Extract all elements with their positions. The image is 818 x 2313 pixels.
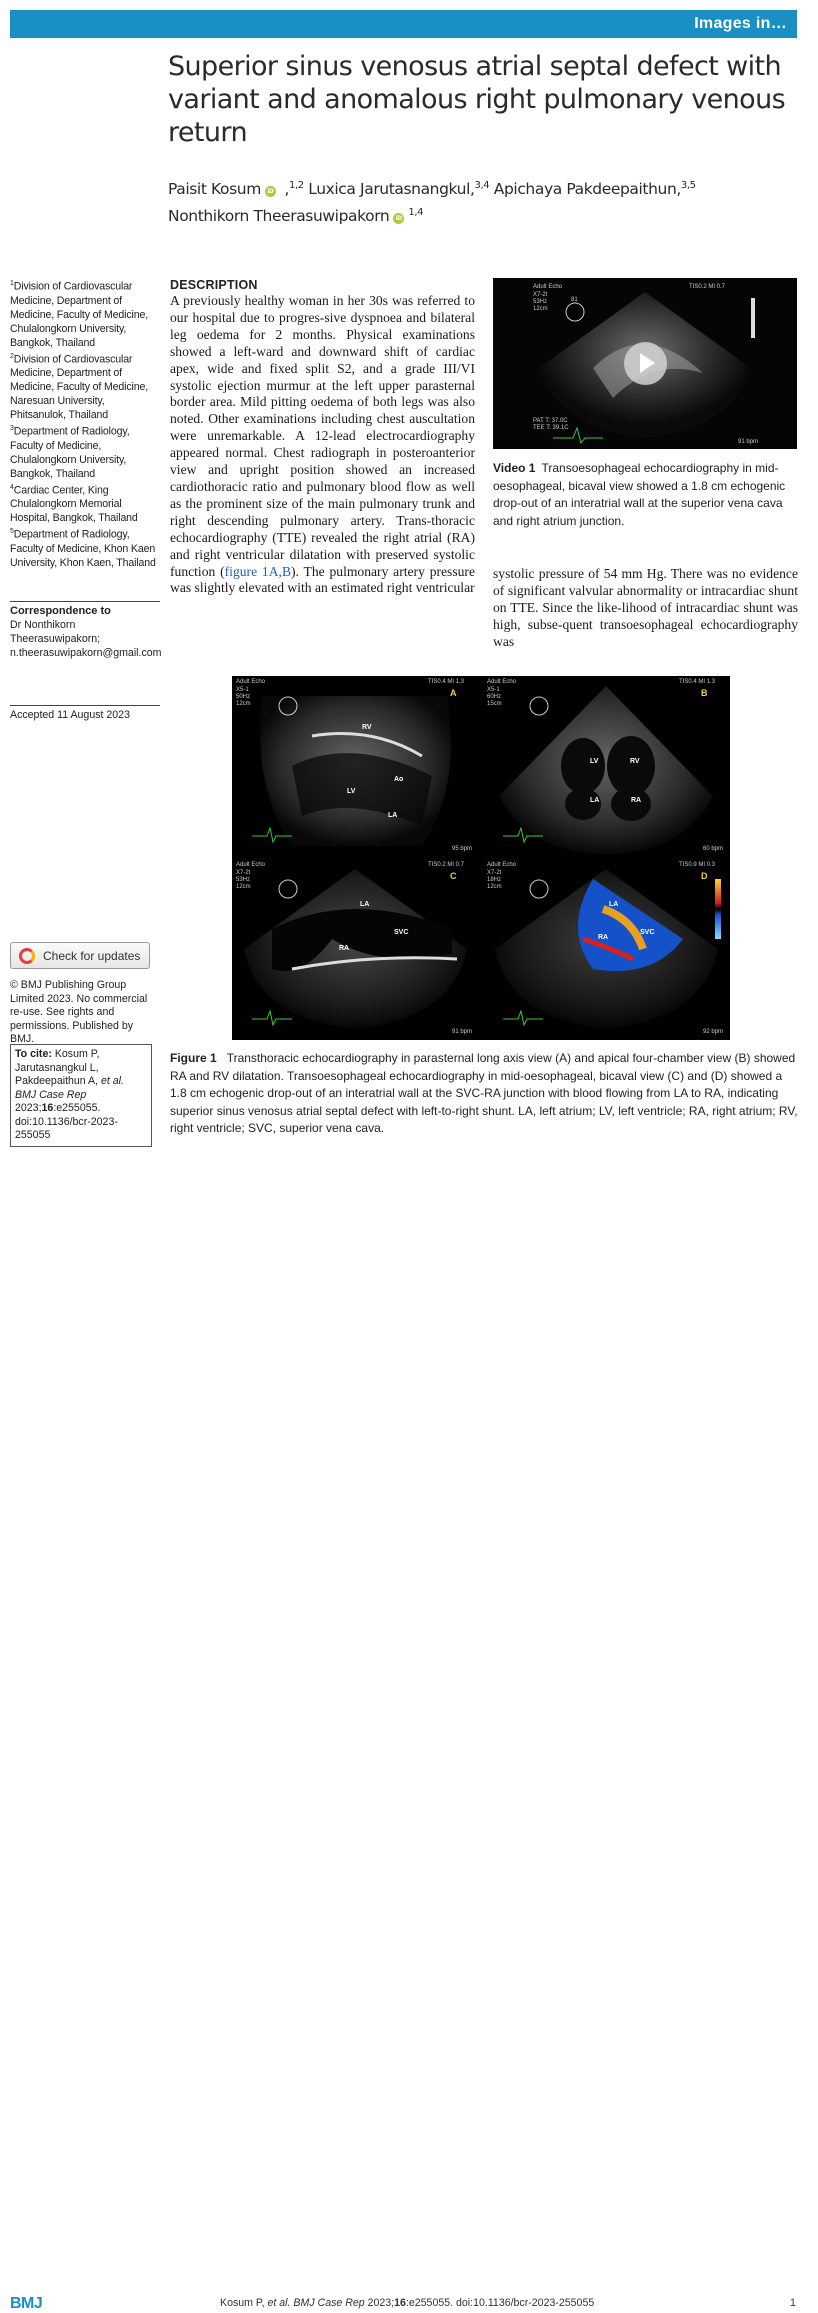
panel-header: Adult Echo: [236, 679, 266, 685]
panel-param: 12cm: [236, 884, 251, 890]
orcid-icon[interactable]: iD: [393, 213, 404, 224]
affiliation-number: 5: [10, 528, 14, 536]
correspondence: [10, 601, 160, 660]
page-footer: [0, 1147, 818, 2312]
figure-caption: [170, 1050, 800, 1138]
video-bpm: 91 bpm: [738, 439, 759, 445]
panel-param: X5-1: [236, 687, 249, 693]
affiliation-text: Division of Cardiovascular Medicine, Department of Medicine, Faculty of Medicine, Chulalongkorn University, Bangkok, Thailand: [10, 280, 148, 349]
panel-param: 12cm: [236, 701, 251, 707]
figure-panel-b: [483, 676, 730, 857]
footer-doi: :e255055. doi:10.1136/bcr-2023-255055: [405, 2297, 595, 2309]
panel-letter: D: [701, 871, 708, 881]
affiliation-text: Department of Radiology, Faculty of Medicine, Khon Kaen University, Khon Kaen, Thailand: [10, 528, 156, 569]
author: Paisit Kosum iD ,$^{1,2}$: [168, 180, 304, 199]
panel-bpm: 60 bpm: [703, 846, 724, 852]
anatomy-label: LA: [388, 812, 398, 819]
anatomy-label: LA: [590, 797, 600, 804]
check-updates-button[interactable]: [10, 942, 150, 969]
panel-param: 60Hz: [487, 694, 502, 700]
video-caption: [493, 460, 797, 530]
footer-journal: et al. BMJ Case Rep: [267, 2297, 365, 2309]
affiliation-number: 3: [10, 425, 14, 433]
orcid-icon[interactable]: iD: [265, 186, 276, 197]
affiliation: [10, 350, 160, 423]
echo-image: [232, 676, 479, 857]
video-tis: TIS0.2 MI 0.7: [689, 284, 726, 290]
anatomy-label: LV: [347, 788, 356, 795]
echo-image: [483, 859, 730, 1040]
cite-text: Kosum P, Jarutasnangkul L, Pakdeepaithun A,: [15, 1048, 101, 1087]
panel-header: Adult Echo: [236, 862, 266, 868]
footer-year: 2023;: [364, 2297, 395, 2309]
crossmark-icon: [19, 948, 35, 964]
play-button[interactable]: [624, 342, 667, 385]
author: [308, 180, 494, 198]
correspondence-email[interactable]: n.theerasuwipakorn@gmail.com: [10, 647, 162, 659]
panel-tis: TIS0.9 MI 0.3: [679, 862, 716, 868]
panel-tis: TIS0.4 MI 1.3: [428, 679, 465, 685]
anatomy-label: SVC: [640, 929, 655, 936]
affiliation-number: 4: [10, 483, 14, 491]
author-name: Paisit Kosum: [168, 180, 261, 199]
affiliation-number: 1: [10, 280, 14, 287]
panel-param: X7-2t: [487, 870, 502, 876]
affiliation: [10, 277, 160, 350]
affiliation-text: Department of Radiology, Faculty of Medicine, Chulalongkorn University, Bangkok, Thailand: [10, 425, 130, 480]
check-updates-label: Check for updates: [43, 949, 141, 963]
author-affiliation-sup: 1,4: [408, 207, 424, 219]
affiliation-text: Division of Cardiovascular Medicine, Department of Medicine, Faculty of Medicine, Naresuan University, Phitsanulok, Thailand: [10, 353, 148, 422]
correspondence-heading: Correspondence to: [10, 601, 160, 618]
video-temp: PAT T: 37.0C: [533, 418, 568, 424]
anatomy-label: RA: [598, 934, 609, 941]
body-paragraph: A previously healthy woman in her 30s was referred to our hospital due to progres-sive dyspnoea and bilateral leg oedema for 2 months. Physical examinations showed a left-ward and downward shift of cardiac apex, wide and fixed split S2, and a grade III/VI systolic ejection murmur at the left upper parasternal border area. Mild pitting oedema of both legs was also noted. Other examinations including chest auscultation were unremarkable. A 12-lead electrocardiography appeared normal. Chest radiograph in posteroanterior view and upright position showed an increased cardiothoracic ratio and pulmonary blood flow as well as the prominent size of the main pulmonary trunk and right descending pulmonary artery. Trans-thoracic echocardiography (TTE) revealed the right atrial (RA) and right ventricular dilatation with preserved systolic function (: [170, 293, 475, 579]
author-affiliation-sup: 3,5: [680, 180, 696, 191]
anatomy-label: LA: [360, 901, 370, 908]
anatomy-label: SVC: [394, 929, 409, 936]
cite-volume: 16: [41, 1102, 54, 1114]
accepted-date: Accepted 11 August 2023: [10, 705, 160, 721]
video-label: Video 1: [493, 461, 536, 475]
page-number: 1: [790, 2297, 796, 2309]
panel-param: 12cm: [487, 884, 502, 890]
footer-reference: [220, 2297, 594, 2309]
citation-box: [10, 1044, 152, 1147]
anatomy-label: LA: [609, 901, 619, 908]
video-angle: 81: [571, 297, 578, 303]
author-name: Apichaya Pakdeepaithun,: [493, 180, 681, 199]
figure-label: Figure 1: [170, 1051, 217, 1065]
anatomy-label: RV: [630, 758, 640, 765]
body-text-col2: systolic pressure of 54 mm Hg. There was no evidence of significant valvular abnormality or intracardiac shunt on TTE. Since the like-lihood of intracardiac shunt was high, subse-quent transoesophageal echocardiography was: [493, 566, 798, 649]
affiliation-number: 2: [10, 352, 14, 360]
affiliation: [10, 481, 160, 526]
author-affiliation-sup: 1,2: [288, 180, 304, 191]
panel-letter: B: [701, 688, 708, 698]
video-caption-text: Transoesophageal echocardiography in mid-oesophageal, bicaval view showed a 1.8 cm echogenic drop-out of an interatrial wall at the superior vena cava and right atrium junction.: [493, 461, 786, 528]
panel-tis: TIS0.4 MI 1.3: [679, 679, 716, 685]
panel-bpm: 95 bpm: [452, 846, 473, 852]
panel-param: 53Hz: [236, 877, 251, 883]
author: [168, 207, 423, 225]
affiliations: [10, 277, 160, 570]
panel-bpm: 91 bpm: [452, 1029, 473, 1035]
panel-param: X7-2t: [236, 870, 251, 876]
panel-letter: A: [450, 688, 457, 698]
anatomy-label: RV: [362, 724, 372, 731]
section-heading: DESCRIPTION: [170, 278, 258, 292]
anatomy-label: Ao: [394, 776, 404, 783]
footer-authors: Kosum P,: [220, 2297, 268, 2309]
correspondence-line: Dr Nonthikorn: [10, 619, 76, 631]
video-param: X7-2t: [533, 292, 548, 298]
author-list: [168, 174, 808, 228]
affiliation: [10, 525, 160, 570]
figure-panel-a: [232, 676, 479, 857]
author-name: Luxica Jarutasnangkul,: [308, 180, 475, 199]
figure-1: [232, 676, 730, 1040]
echo-image: [483, 676, 730, 857]
panel-bpm: 92 bpm: [703, 1029, 724, 1035]
figure-panel-c: [232, 859, 479, 1040]
panel-tis: TIS0.2 MI 0.7: [428, 862, 465, 868]
cite-doi: :e255055. doi:10.1136/bcr-2023-255055: [15, 1102, 118, 1141]
video-temp: TEE T: 39.1C: [533, 425, 569, 431]
body-paragraph-tail: ). The pulmonary artery pressure was slightly elevated with an estimated right ventricular: [170, 563, 475, 596]
panel-header: Adult Echo: [487, 862, 517, 868]
anatomy-label: RA: [631, 797, 642, 804]
section-banner: Images in…: [10, 10, 797, 38]
anatomy-label: RA: [339, 945, 350, 952]
panel-header: Adult Echo: [487, 679, 517, 685]
video-param: 12cm: [533, 306, 548, 312]
echo-image: [232, 859, 479, 1040]
panel-param: X5-1: [487, 687, 500, 693]
author-affiliation-sup: 3,4: [474, 180, 490, 191]
figure-link[interactable]: figure 1A,B: [224, 563, 292, 579]
figure-panel-d: [483, 859, 730, 1040]
video-param: 53Hz: [533, 299, 548, 305]
figure-caption-text: Transthoracic echocardiography in parasternal long axis view (A) and apical four-chamber view (B) showed RA and RV dilatation. Transoesophageal echocardiography in mid-oesophageal, bicaval view (C) and (D) showed a 1.8 cm echogenic drop-out of an interatrial wall at the SVC-RA junction with blood flowing from LA to RA, indicating superior sinus venosus atrial septal defect with left-to-right shunt. LA, left atrium; LV, left ventricle; RA, right atrium; RV, right ventricle; SVC, superior vena cava.: [170, 1051, 798, 1135]
body-text-col1: [170, 293, 475, 597]
correspondence-line: Theerasuwipakorn;: [10, 633, 101, 645]
affiliation-text: Cardiac Center, King Chulalongkorn Memorial Hospital, Bangkok, Thailand: [10, 484, 138, 525]
copyright-notice: © BMJ Publishing Group Limited 2023. No commercial re-use. See rights and permissions. Published by BMJ.: [10, 979, 148, 1045]
panel-param: 15cm: [487, 701, 502, 707]
article-title: Superior sinus venosus atrial septal defect with variant and anomalous right pulmonary venous return: [168, 51, 786, 148]
cite-journal: et al. BMJ Case Rep: [15, 1075, 124, 1101]
panel-letter: C: [450, 871, 457, 881]
anatomy-label: LV: [590, 758, 599, 765]
cite-year: 2023;: [15, 1102, 42, 1114]
bmj-logo[interactable]: BMJ: [10, 2295, 43, 2312]
author: [494, 180, 696, 198]
cite-label: To cite:: [15, 1048, 52, 1060]
panel-param: 18Hz: [487, 877, 502, 883]
affiliation: [10, 422, 160, 481]
video-player[interactable]: [493, 278, 797, 449]
video-header: Adult Echo: [533, 284, 563, 290]
author-name: Nonthikorn Theerasuwipakorn: [168, 207, 390, 226]
panel-param: 50Hz: [236, 694, 251, 700]
footer-volume: 16: [394, 2297, 406, 2309]
